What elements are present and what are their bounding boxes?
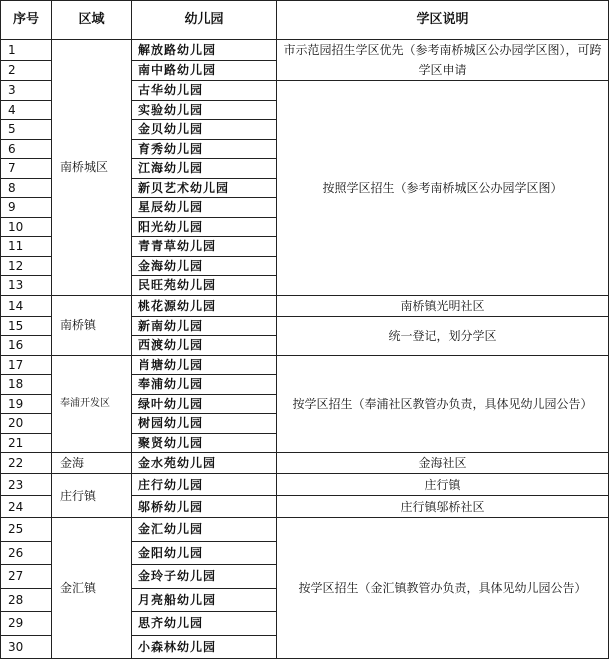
kindergarten-name: 金汇幼儿园 (132, 518, 277, 542)
kindergarten-name: 桃花源幼儿园 (132, 295, 277, 316)
row-number: 24 (1, 496, 52, 518)
table-row (1, 40, 609, 61)
kindergarten-name: 解放路幼儿园 (132, 40, 277, 61)
kindergarten-name: 西渡幼儿园 (132, 336, 277, 356)
zone-note: 金海社区 (277, 453, 609, 474)
row-number: 2 (1, 60, 52, 81)
row-number: 19 (1, 394, 52, 414)
zone-note: 市示范园招生学区优先（参考南桥城区公办园学区图），可跨学区申请 (277, 40, 609, 81)
row-number: 6 (1, 139, 52, 159)
kindergarten-name: 新南幼儿园 (132, 316, 277, 336)
zone-note: 按照学区招生（参考南桥城区公办园学区图） (277, 81, 609, 296)
row-number: 1 (1, 40, 52, 61)
kindergarten-name: 金玲子幼儿园 (132, 565, 277, 589)
kindergarten-name: 民旺苑幼儿园 (132, 276, 277, 296)
row-number: 25 (1, 518, 52, 542)
kindergarten-name: 树园幼儿园 (132, 414, 277, 434)
kindergarten-name: 古华幼儿园 (132, 81, 277, 101)
kindergarten-name: 星辰幼儿园 (132, 198, 277, 218)
row-number: 10 (1, 217, 52, 237)
table-row (1, 474, 609, 496)
header-row (1, 1, 609, 40)
kindergarten-name: 金水苑幼儿园 (132, 453, 277, 474)
row-number: 4 (1, 100, 52, 120)
row-number: 30 (1, 635, 52, 659)
row-number: 21 (1, 433, 52, 453)
row-number: 8 (1, 178, 52, 198)
kindergarten-name: 新贝艺术幼儿园 (132, 178, 277, 198)
row-number: 7 (1, 159, 52, 179)
kindergarten-name: 奉浦幼儿园 (132, 375, 277, 395)
row-number: 29 (1, 612, 52, 636)
kindergarten-name: 实验幼儿园 (132, 100, 277, 120)
kindergarten-name: 阳光幼儿园 (132, 217, 277, 237)
district-cell: 金海 (52, 453, 132, 474)
district-cell: 庄行镇 (52, 474, 132, 518)
row-number: 16 (1, 336, 52, 356)
zone-note: 统一登记，划分学区 (277, 316, 609, 355)
table-row (1, 355, 609, 375)
row-number: 28 (1, 588, 52, 612)
kindergarten-name: 南中路幼儿园 (132, 60, 277, 81)
kindergarten-name: 邬桥幼儿园 (132, 496, 277, 518)
kindergarten-name: 金阳幼儿园 (132, 541, 277, 565)
row-number: 15 (1, 316, 52, 336)
zone-note: 庄行镇 (277, 474, 609, 496)
kindergarten-name: 绿叶幼儿园 (132, 394, 277, 414)
header-kindergarten: 幼儿园 (132, 1, 277, 40)
kindergarten-name: 肖塘幼儿园 (132, 355, 277, 375)
row-number: 9 (1, 198, 52, 218)
kindergarten-name: 金贝幼儿园 (132, 120, 277, 140)
kindergarten-name: 思齐幼儿园 (132, 612, 277, 636)
row-number: 3 (1, 81, 52, 101)
kindergarten-name: 金海幼儿园 (132, 256, 277, 276)
row-number: 5 (1, 120, 52, 140)
table-row (1, 295, 609, 316)
row-number: 14 (1, 295, 52, 316)
row-number: 12 (1, 256, 52, 276)
district-cell: 南桥城区 (52, 40, 132, 296)
kindergarten-name: 月亮船幼儿园 (132, 588, 277, 612)
zone-note: 按学区招生（金汇镇教管办负责，具体见幼儿园公告） (277, 518, 609, 659)
header-zone: 学区说明 (277, 1, 609, 40)
row-number: 11 (1, 237, 52, 257)
zone-note: 庄行镇邬桥社区 (277, 496, 609, 518)
district-cell: 奉浦开发区 (52, 355, 132, 453)
row-number: 23 (1, 474, 52, 496)
kindergarten-name: 聚贤幼儿园 (132, 433, 277, 453)
district-cell: 金汇镇 (52, 518, 132, 659)
row-number: 26 (1, 541, 52, 565)
table-row (1, 453, 609, 474)
header-seq: 序号 (1, 1, 52, 40)
row-number: 17 (1, 355, 52, 375)
table-row (1, 518, 609, 542)
kindergarten-name: 江海幼儿园 (132, 159, 277, 179)
zone-note: 按学区招生（奉浦社区教管办负责，具体见幼儿园公告） (277, 355, 609, 453)
kindergarten-name: 青青草幼儿园 (132, 237, 277, 257)
district-cell: 南桥镇 (52, 295, 132, 355)
kindergarten-name: 庄行幼儿园 (132, 474, 277, 496)
header-district: 区域 (52, 1, 132, 40)
zone-note: 南桥镇光明社区 (277, 295, 609, 316)
kindergarten-name: 育秀幼儿园 (132, 139, 277, 159)
row-number: 27 (1, 565, 52, 589)
row-number: 18 (1, 375, 52, 395)
kindergarten-name: 小森林幼儿园 (132, 635, 277, 659)
row-number: 22 (1, 453, 52, 474)
row-number: 13 (1, 276, 52, 296)
row-number: 20 (1, 414, 52, 434)
